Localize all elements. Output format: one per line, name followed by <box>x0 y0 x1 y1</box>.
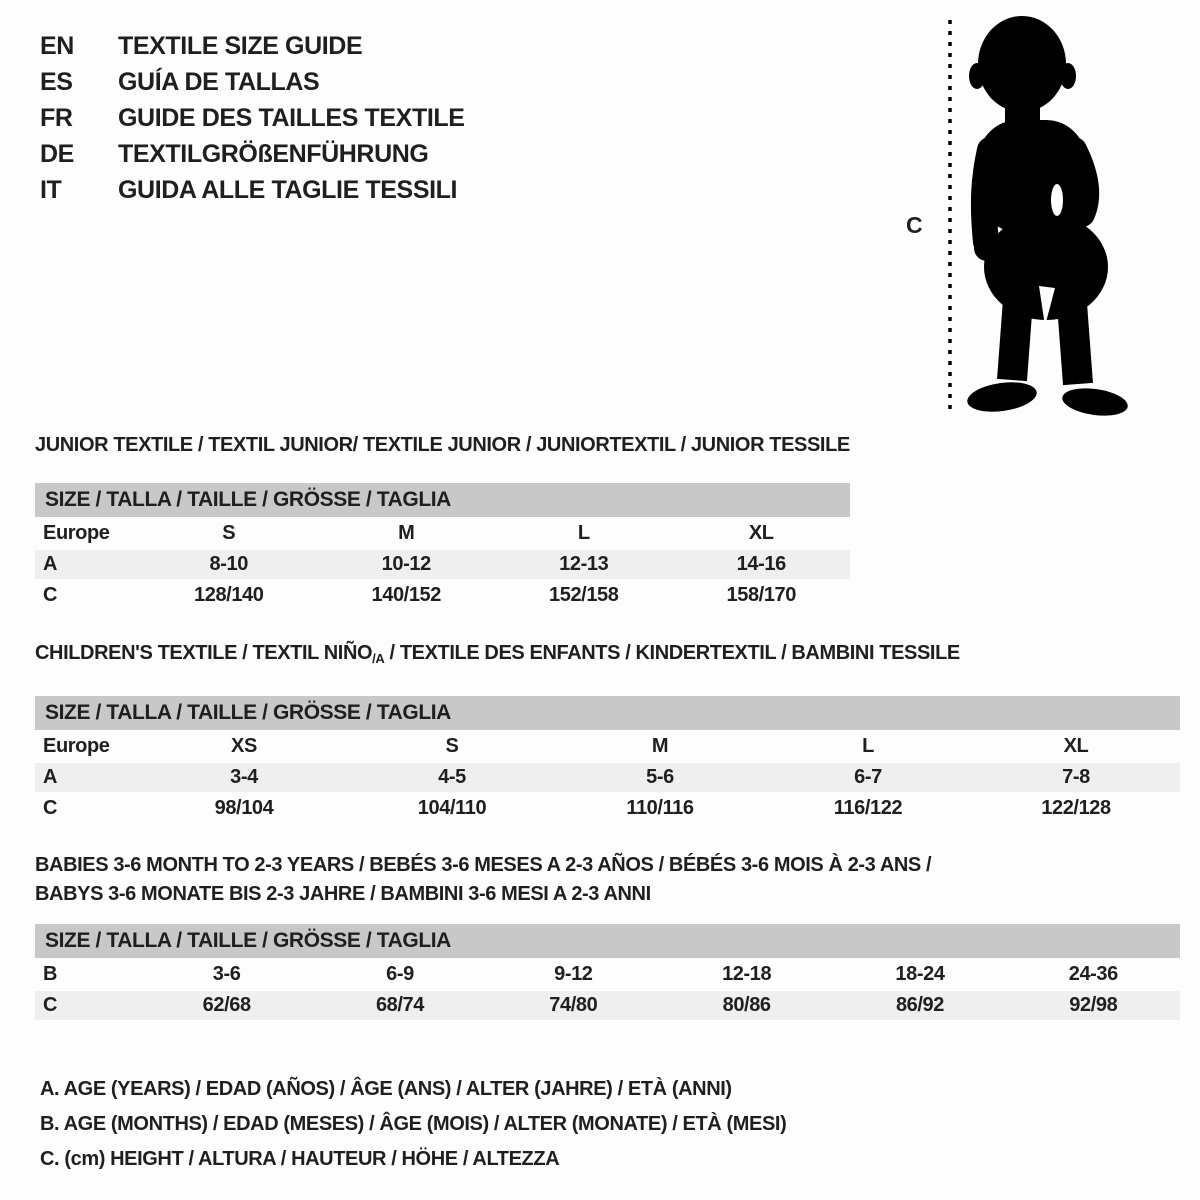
lang-row-es <box>40 64 465 100</box>
row-label: C <box>43 797 58 819</box>
age-cell: 8-10 <box>209 553 248 575</box>
language-title-list <box>40 28 465 208</box>
measure-legend <box>40 1072 786 1177</box>
size-cell: M <box>398 522 415 544</box>
lang-code: IT <box>40 176 62 204</box>
age-cell: 4-5 <box>438 766 466 788</box>
lang-title: TEXTILGRÖßENFÜHRUNG <box>118 140 429 168</box>
table-row <box>35 581 850 610</box>
age-cell: 14-16 <box>736 553 786 575</box>
lang-code: ES <box>40 68 73 96</box>
table-row <box>35 732 1180 761</box>
height-cell: 158/170 <box>726 584 796 606</box>
age-cell: 7-8 <box>1062 766 1090 788</box>
age-cell: 24-36 <box>1068 963 1118 985</box>
section-title-line2: BABYS 3-6 MONATE BIS 2-3 JAHRE / BAMBINI 3-6 MESI A 2-3 ANNI <box>35 883 651 905</box>
section-title-line1: BABIES 3-6 MONTH TO 2-3 YEARS / BEBÉS 3-6 MESES A 2-3 AÑOS / BÉBÉS 3-6 MOIS À 2-3 ANS / <box>35 854 932 876</box>
lang-row-fr <box>40 100 465 136</box>
junior-size-table <box>35 483 850 610</box>
size-header-bar: SIZE / TALLA / TAILLE / GRÖSSE / TAGLIA <box>35 924 1180 958</box>
age-cell: 3-6 <box>212 963 241 985</box>
section-junior-textile <box>35 435 850 610</box>
toddler-silhouette-icon <box>940 12 1140 422</box>
size-header-bar: SIZE / TALLA / TAILLE / GRÖSSE / TAGLIA <box>35 483 850 517</box>
title-text: CHILDREN'S TEXTILE / TEXTIL NIÑO <box>35 642 373 664</box>
lang-code: FR <box>40 104 73 132</box>
lang-row-it <box>40 172 465 208</box>
age-cell: 3-4 <box>230 766 258 788</box>
height-cell: 86/92 <box>895 994 944 1016</box>
lang-title: GUIDE DES TAILLES TEXTILE <box>118 104 465 132</box>
age-cell: 12-13 <box>559 553 609 575</box>
row-label: A <box>43 766 58 788</box>
lang-title: GUÍA DE TALLAS <box>118 68 320 96</box>
row-label: C <box>43 994 58 1016</box>
age-cell: 18-24 <box>895 963 945 985</box>
age-cell: 6-7 <box>854 766 882 788</box>
height-cell: 80/86 <box>722 994 771 1016</box>
size-cell: L <box>577 522 590 544</box>
size-cell: XS <box>231 735 257 757</box>
lang-code: EN <box>40 32 74 60</box>
height-cell: 92/98 <box>1069 994 1118 1016</box>
section-children-textile <box>35 643 1180 823</box>
lang-title: TEXTILE SIZE GUIDE <box>118 32 363 60</box>
children-size-table <box>35 696 1180 823</box>
table-row <box>35 991 1180 1020</box>
section-title: JUNIOR TEXTILE / TEXTIL JUNIOR/ TEXTILE JUNIOR / JUNIORTEXTIL / JUNIOR TESSILE <box>35 434 850 456</box>
age-cell: 5-6 <box>646 766 674 788</box>
babies-size-table <box>35 924 1180 1020</box>
height-cell: 104/110 <box>417 797 487 819</box>
row-label: Europe <box>43 522 110 544</box>
size-cell: L <box>862 735 874 757</box>
lang-code: DE <box>40 140 74 168</box>
row-label: C <box>43 584 58 606</box>
size-header-bar: SIZE / TALLA / TAILLE / GRÖSSE / TAGLIA <box>35 696 1180 730</box>
height-cell: 62/68 <box>202 994 251 1016</box>
lang-title: GUIDA ALLE TAGLIE TESSILI <box>118 176 458 204</box>
height-cell: 74/80 <box>549 994 598 1016</box>
section-babies-textile <box>35 851 1180 1020</box>
age-cell: 10-12 <box>381 553 431 575</box>
row-label: Europe <box>43 735 110 757</box>
height-cell: 140/152 <box>371 584 441 606</box>
title-subscript: /A <box>372 651 385 666</box>
age-cell: 12-18 <box>722 963 772 985</box>
age-cell: 6-9 <box>386 963 414 985</box>
section-title <box>35 643 1180 669</box>
table-row <box>35 763 1180 792</box>
size-cell: S <box>445 735 459 757</box>
height-cell: 116/122 <box>833 797 903 819</box>
table-row <box>35 519 850 548</box>
table-row <box>35 960 1180 989</box>
row-label: A <box>43 553 58 575</box>
row-label: B <box>43 963 58 985</box>
height-cell: 128/140 <box>194 584 264 606</box>
lang-row-de <box>40 136 465 172</box>
size-cell: XL <box>1063 735 1089 757</box>
height-cell: 110/116 <box>626 797 694 819</box>
age-cell: 9-12 <box>554 963 593 985</box>
height-measure-label: C <box>906 212 923 238</box>
size-cell: S <box>222 522 236 544</box>
height-cell: 68/74 <box>375 994 425 1016</box>
size-cell: M <box>651 735 669 757</box>
table-row <box>35 550 850 579</box>
height-cell: 122/128 <box>1041 797 1111 819</box>
legend-line-c: C. (cm) HEIGHT / ALTURA / HAUTEUR / HÖHE / ALTEZZA <box>40 1148 560 1170</box>
size-cell: XL <box>748 522 774 544</box>
lang-row-en <box>40 28 465 64</box>
title-text: / TEXTILE DES ENFANTS / KINDERTEXTIL / BAMBINI TESSILE <box>384 642 960 664</box>
height-cell: 98/104 <box>214 797 274 819</box>
legend-line-b: B. AGE (MONTHS) / EDAD (MESES) / ÂGE (MOIS) / ALTER (MONATE) / ETÀ (MESI) <box>40 1113 787 1135</box>
height-cell: 152/158 <box>549 584 619 606</box>
table-row <box>35 794 1180 823</box>
legend-line-a: A. AGE (YEARS) / EDAD (AÑOS) / ÂGE (ANS) / ALTER (JAHRE) / ETÀ (ANNI) <box>40 1078 732 1100</box>
